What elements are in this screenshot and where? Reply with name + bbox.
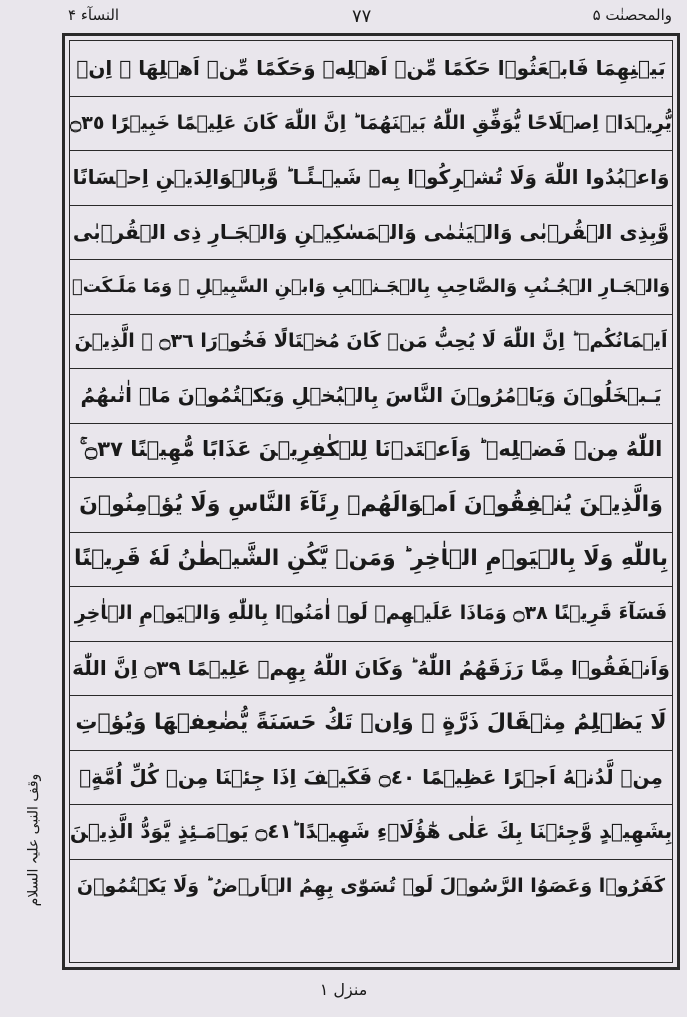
margin-note [18, 720, 48, 960]
verse-line: وَّبِذِى الۡقُرۡبٰى وَالۡيَتٰمٰى وَالۡمَسٰكِيۡنِ وَالۡجَـارِ ذِى الۡقُرۡبٰى [70, 205, 672, 261]
verse-line: يُّرِيۡدَاۤ اِصۡلَاحًا يُّوَفِّقِ اللّٰهُ بَيۡنَهُمَا ؕ اِنَّ اللّٰهَ كَانَ عَلِيۡمًا خَبِيۡرًا ۝٣٥ [70, 96, 672, 152]
text-frame-inner [69, 40, 673, 963]
verse-line: وَالۡجَـارِ الۡجُـنُبِ وَالصَّاحِبِ بِالۡجَـنۡۢبِ وَابۡنِ السَّبِيۡلِ ۙ وَمَا مَلَـكَتۡ [70, 259, 672, 315]
verse-line: بِشَهِيۡدٍ وَّجِئۡنَا بِكَ عَلٰى هٰٓؤُلَاۤءِ شَهِيۡدًا ۝٤١ؕ يَوۡمَـئِذٍ يَّوَدُّ الَّذِيۡنَ [70, 804, 672, 860]
verse-lines [70, 41, 672, 962]
verse-line: بَيۡنِهِمَا فَابۡعَثُوۡا حَكَمًا مِّنۡ اَهۡلِهٖ وَحَكَمًا مِّنۡ اَهۡلِهَا ۚ اِنۡ [70, 41, 672, 97]
text-frame [62, 33, 680, 970]
page-header [62, 6, 680, 30]
page-footer: منزل ۱ [319, 980, 368, 999]
verse-line: كَفَرُوۡا وَعَصَوُا الرَّسُوۡلَ لَوۡ تُسَوّٰى بِهِمُ الۡاَرۡضُ ؕ وَلَا يَكۡتُمُوۡنَ [76, 874, 666, 897]
verse-line: فَسَآءَ قَرِيۡنًا ۝٣٨ وَمَاذَا عَلَيۡهِمۡ لَوۡ اٰمَنُوۡا بِاللّٰهِ وَالۡيَوۡمِ الۡاٰخِرِ [70, 586, 672, 642]
verse-line: وَالَّذِيۡنَ يُنۡفِقُوۡنَ اَمۡوَالَهُمۡ رِئَآءَ النَّاسِ وَلَا يُؤۡمِنُوۡنَ [70, 477, 672, 533]
verse-line: لَا يَظۡلِمُ مِثۡقَالَ ذَرَّةٍ‌ ۚ وَاِنۡ تَكُ حَسَنَةً يُّضٰعِفۡهَا وَيُؤۡتِ [70, 695, 672, 751]
verse-line: اللّٰهُ مِنۡ فَضۡلِهٖ‌ ؕ وَاَعۡتَدۡنَا لِلۡكٰفِرِيۡنَ عَذَابًا مُّهِيۡنًا ۝٣٧ ۚ [70, 423, 672, 479]
margin-note-text: وقف النبی علیہ السلام [25, 773, 41, 907]
juz-name: والمحصنٰت ۵ [592, 6, 672, 24]
surah-name: النسآء ۴ [68, 6, 120, 24]
verse-line: يَـبۡخَلُوۡنَ وَيَاۡمُرُوۡنَ النَّاسَ بِالۡبُخۡلِ وَيَكۡتُمُوۡنَ مَاۤ اٰتٰٮهُمُ [70, 368, 672, 424]
page-number: ۷۷ [352, 6, 372, 27]
verse-line: وَاَنۡفَقُوۡا مِمَّا رَزَقَهُمُ اللّٰهُ‌ ؕ وَكَانَ اللّٰهُ بِهِمۡ عَلِيۡمًا ۝٣٩ اِنَّ اللّٰهَ [70, 641, 672, 697]
verse-line: مِنۡ لَّدُنۡهُ اَجۡرًا عَظِيۡمًا ۝٤٠ فَكَيۡفَ اِذَا جِئۡنَا مِنۡ كُلِّ اُمَّةٍۢ [70, 750, 672, 806]
verse-line: بِاللّٰهِ وَلَا بِالۡيَوۡمِ الۡاٰخِرِ‌ ؕ وَمَنۡ يَّكُنِ الشَّيۡطٰنُ لَهٗ قَرِيۡنًا [70, 532, 672, 588]
verse-line: وَاعۡبُدُوا اللّٰهَ وَلَا تُشۡرِكُوۡا بِهٖ شَيۡـئًـا ‌ؕ وَّبِالۡوَالِدَيۡنِ اِحۡسَانًا [70, 150, 672, 206]
verse-line: اَيۡمَانُكُمۡ‌ ؕ اِنَّ اللّٰهَ لَا يُحِبُّ مَنۡ كَانَ مُخۡتَالًا فَخُوۡرَا ۝٣٦ ۙ الَّذِيۡنَ [70, 314, 672, 370]
